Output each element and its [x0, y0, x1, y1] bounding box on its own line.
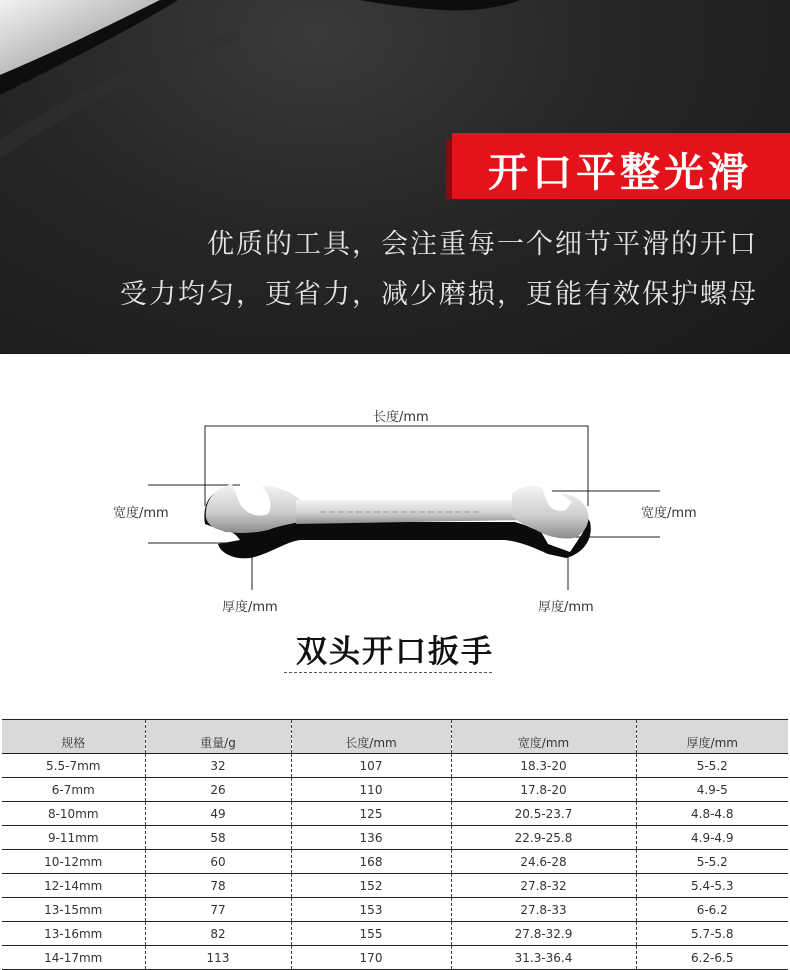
cell-weight: 60 — [145, 850, 291, 874]
table-row — [2, 754, 788, 778]
cell-width: 17.8-20 — [451, 778, 636, 802]
cell-thickness: 6-6.2 — [636, 898, 788, 922]
width-label-left: 宽度/mm — [113, 506, 169, 521]
cell-weight: 113 — [145, 946, 291, 970]
cell-width: 27.8-33 — [451, 898, 636, 922]
cell-spec: 9-11mm — [2, 826, 145, 850]
product-title: 双头开口扳手 — [296, 634, 494, 670]
cell-length: 155 — [291, 922, 451, 946]
cell-spec: 13-16mm — [2, 922, 145, 946]
cell-width: 27.8-32 — [451, 874, 636, 898]
thickness-label-left: 厚度/mm — [222, 600, 278, 615]
cell-width: 22.9-25.8 — [451, 826, 636, 850]
cell-length: 153 — [291, 898, 451, 922]
feature-tag-text: 开口平整光滑 — [488, 150, 752, 196]
cell-weight: 82 — [145, 922, 291, 946]
cell-length: 168 — [291, 850, 451, 874]
cell-spec: 6-7mm — [2, 778, 145, 802]
cell-thickness: 5.7-5.8 — [636, 922, 788, 946]
cell-width: 18.3-20 — [451, 754, 636, 778]
feature-banner — [0, 0, 790, 354]
thickness-label-right: 厚度/mm — [538, 600, 594, 615]
cell-length: 107 — [291, 754, 451, 778]
cell-thickness: 6.2-6.5 — [636, 946, 788, 970]
cell-spec: 12-14mm — [2, 874, 145, 898]
cell-thickness: 4.9-5 — [636, 778, 788, 802]
header-weight: 重量/g — [145, 720, 291, 754]
dimension-diagram — [0, 354, 790, 710]
cell-spec: 8-10mm — [2, 802, 145, 826]
spec-table — [2, 719, 788, 970]
table-row — [2, 778, 788, 802]
width-label-right: 宽度/mm — [641, 506, 697, 521]
header-thickness: 厚度/mm — [636, 720, 788, 754]
cell-length: 170 — [291, 946, 451, 970]
cell-thickness: 5-5.2 — [636, 850, 788, 874]
cell-length: 136 — [291, 826, 451, 850]
cell-spec: 10-12mm — [2, 850, 145, 874]
cell-thickness: 5.4-5.3 — [636, 874, 788, 898]
table-row — [2, 946, 788, 970]
feature-description-line-1: 优质的工具，会注重每一个细节平滑的开口 — [207, 229, 758, 260]
cell-thickness: 4.8-4.8 — [636, 802, 788, 826]
table-row — [2, 826, 788, 850]
cell-length: 110 — [291, 778, 451, 802]
cell-weight: 78 — [145, 874, 291, 898]
cell-weight: 32 — [145, 754, 291, 778]
cell-weight: 58 — [145, 826, 291, 850]
feature-description-line-2: 受力均匀，更省力，减少磨损，更能有效保护螺母 — [120, 279, 758, 310]
cell-spec: 5.5-7mm — [2, 754, 145, 778]
header-length: 长度/mm — [291, 720, 451, 754]
table-row — [2, 874, 788, 898]
spec-table-header-row — [2, 720, 788, 754]
cell-spec: 14-17mm — [2, 946, 145, 970]
cell-length: 152 — [291, 874, 451, 898]
table-row — [2, 850, 788, 874]
header-width: 宽度/mm — [451, 720, 636, 754]
cell-width: 31.3-36.4 — [451, 946, 636, 970]
cell-weight: 77 — [145, 898, 291, 922]
cell-spec: 13-15mm — [2, 898, 145, 922]
cell-width: 24.6-28 — [451, 850, 636, 874]
table-row — [2, 922, 788, 946]
title-underline — [284, 672, 492, 673]
feature-tag — [452, 133, 790, 199]
cell-weight: 26 — [145, 778, 291, 802]
cell-thickness: 4.9-4.9 — [636, 826, 788, 850]
header-spec: 规格 — [2, 720, 145, 754]
cell-length: 125 — [291, 802, 451, 826]
table-row — [2, 802, 788, 826]
cell-weight: 49 — [145, 802, 291, 826]
table-row — [2, 898, 788, 922]
cell-width: 27.8-32.9 — [451, 922, 636, 946]
cell-thickness: 5-5.2 — [636, 754, 788, 778]
cell-width: 20.5-23.7 — [451, 802, 636, 826]
length-label: 长度/mm — [373, 410, 429, 425]
